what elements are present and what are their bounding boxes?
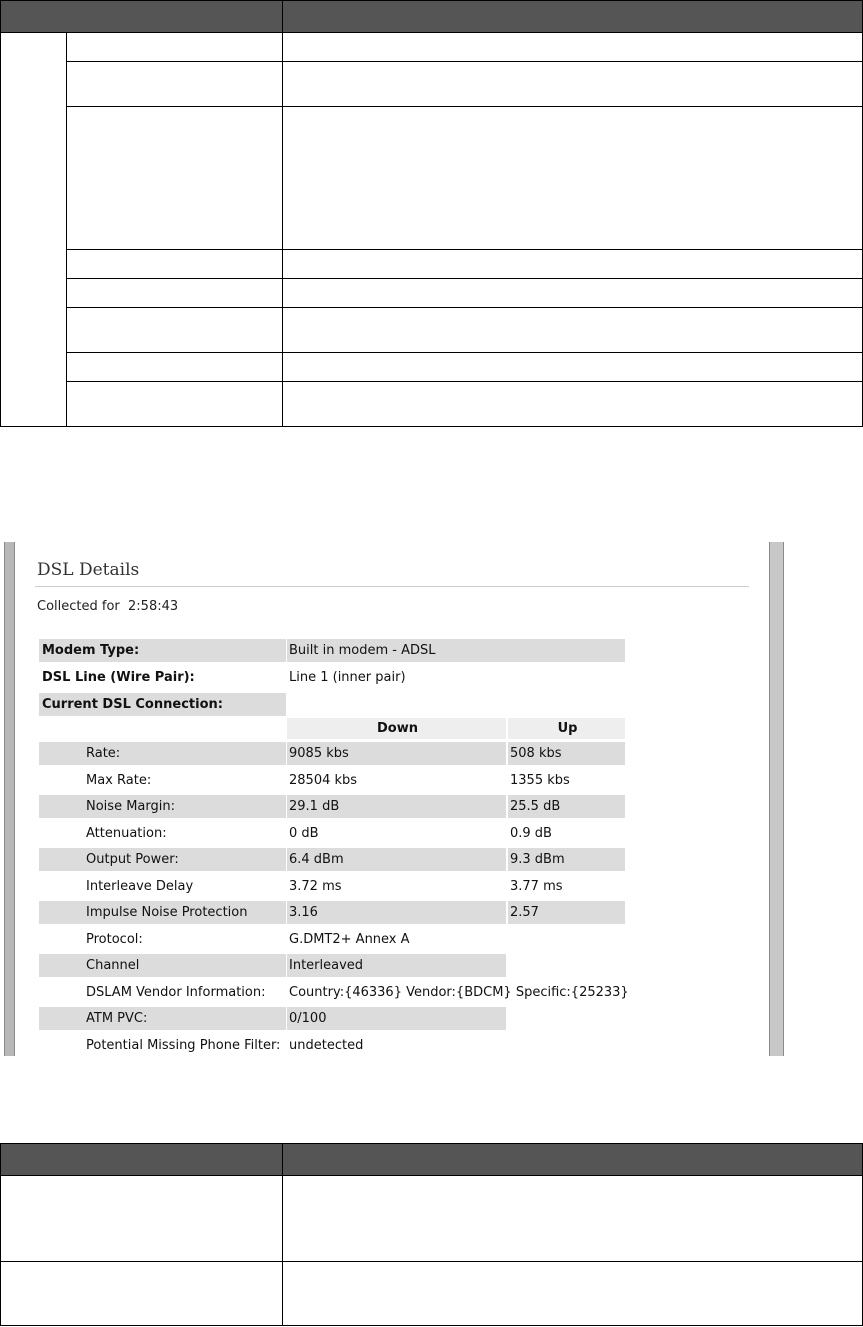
collected-time — [37, 599, 178, 614]
metric-down-value: 9085 kbs — [287, 742, 506, 765]
table-header-row — [1, 1, 863, 33]
table-row — [1, 33, 863, 62]
column-header-row — [0, 718, 784, 741]
title-divider — [35, 586, 749, 587]
metric-label: Impulse Noise Protection — [39, 901, 286, 924]
metric-label: Attenuation: — [86, 826, 167, 841]
collected-label: Collected for — [37, 599, 120, 614]
metric-down-value: 28504 kbs — [289, 773, 358, 788]
up-column-header: Up — [508, 718, 625, 739]
metric-label: Noise Margin: — [39, 795, 286, 818]
modem-type-label: Modem Type: — [39, 639, 286, 662]
missing-filter-value: undetected — [289, 1038, 364, 1053]
metric-label: Rate: — [39, 742, 286, 765]
metric-up-value: 2.57 — [508, 901, 625, 924]
metric-row-noise-margin — [0, 795, 784, 818]
top-definition-table — [0, 0, 863, 427]
current-connection-row — [0, 693, 784, 716]
protocol-label: Protocol: — [86, 932, 143, 947]
metric-down-value: 6.4 dBm — [287, 848, 506, 871]
metric-down-value: 3.72 ms — [289, 879, 342, 894]
down-column-header: Down — [287, 718, 506, 739]
metric-row-rate — [0, 742, 784, 765]
metric-down-value: 3.16 — [287, 901, 506, 924]
current-connection-label: Current DSL Connection: — [39, 693, 286, 716]
channel-value: Interleaved — [287, 954, 506, 977]
table-row — [1, 107, 863, 250]
table-header-cell — [283, 1, 863, 33]
table-header-cell — [283, 1144, 863, 1176]
table-header-cell — [1, 1144, 283, 1176]
panel-title: DSL Details — [37, 560, 140, 580]
metric-up-value: 3.77 ms — [510, 879, 563, 894]
modem-type-value: Built in modem - ADSL — [287, 639, 625, 662]
table-row — [1, 62, 863, 107]
atm-pvc-label: ATM PVC: — [39, 1007, 286, 1030]
table-row — [1, 1262, 863, 1326]
metric-up-value: 1355 kbs — [510, 773, 570, 788]
table-row — [1, 308, 863, 353]
table-row — [1, 382, 863, 427]
metric-down-value: 0 dB — [289, 826, 319, 841]
missing-filter-label: Potential Missing Phone Filter: — [86, 1038, 281, 1053]
table-row — [1, 353, 863, 382]
metric-up-value: 25.5 dB — [508, 795, 625, 818]
atm-pvc-value: 0/100 — [287, 1007, 506, 1030]
collected-value: 2:58:43 — [128, 599, 179, 614]
table-group-cell — [1, 33, 67, 427]
table-header-row — [1, 1144, 863, 1176]
metric-row-output-power — [0, 848, 784, 871]
metric-row-interleave-delay — [0, 875, 784, 898]
protocol-row — [0, 928, 784, 951]
dsl-line-row — [0, 666, 784, 689]
dsl-line-value: Line 1 (inner pair) — [289, 670, 406, 685]
metric-up-value: 508 kbs — [508, 742, 625, 765]
table-row — [1, 279, 863, 308]
modem-type-row — [0, 639, 784, 662]
metric-down-value: 29.1 dB — [287, 795, 506, 818]
metric-row-attenuation — [0, 822, 784, 845]
metric-label: Max Rate: — [86, 773, 152, 788]
dsl-details-panel — [0, 542, 784, 1056]
metric-up-value: 0.9 dB — [510, 826, 552, 841]
dslam-vendor-value: Country:{46336} Vendor:{BDCM} Specific:{25233} — [289, 985, 629, 1000]
channel-row — [0, 954, 784, 977]
channel-label: Channel — [39, 954, 286, 977]
protocol-value: G.DMT2+ Annex A — [289, 932, 410, 947]
bottom-definition-table — [0, 1143, 863, 1326]
metric-row-impulse-noise — [0, 901, 784, 924]
dsl-line-label: DSL Line (Wire Pair): — [42, 670, 195, 685]
metric-row-max-rate — [0, 769, 784, 792]
atm-pvc-row — [0, 1007, 784, 1030]
metric-label: Output Power: — [39, 848, 286, 871]
metric-label: Interleave Delay — [86, 879, 194, 894]
table-row — [1, 1176, 863, 1262]
table-header-cell — [1, 1, 283, 33]
dslam-vendor-row — [0, 981, 784, 1004]
metric-up-value: 9.3 dBm — [508, 848, 625, 871]
dslam-vendor-label: DSLAM Vendor Information: — [86, 985, 266, 1000]
missing-filter-row — [0, 1034, 784, 1056]
table-row — [1, 250, 863, 279]
